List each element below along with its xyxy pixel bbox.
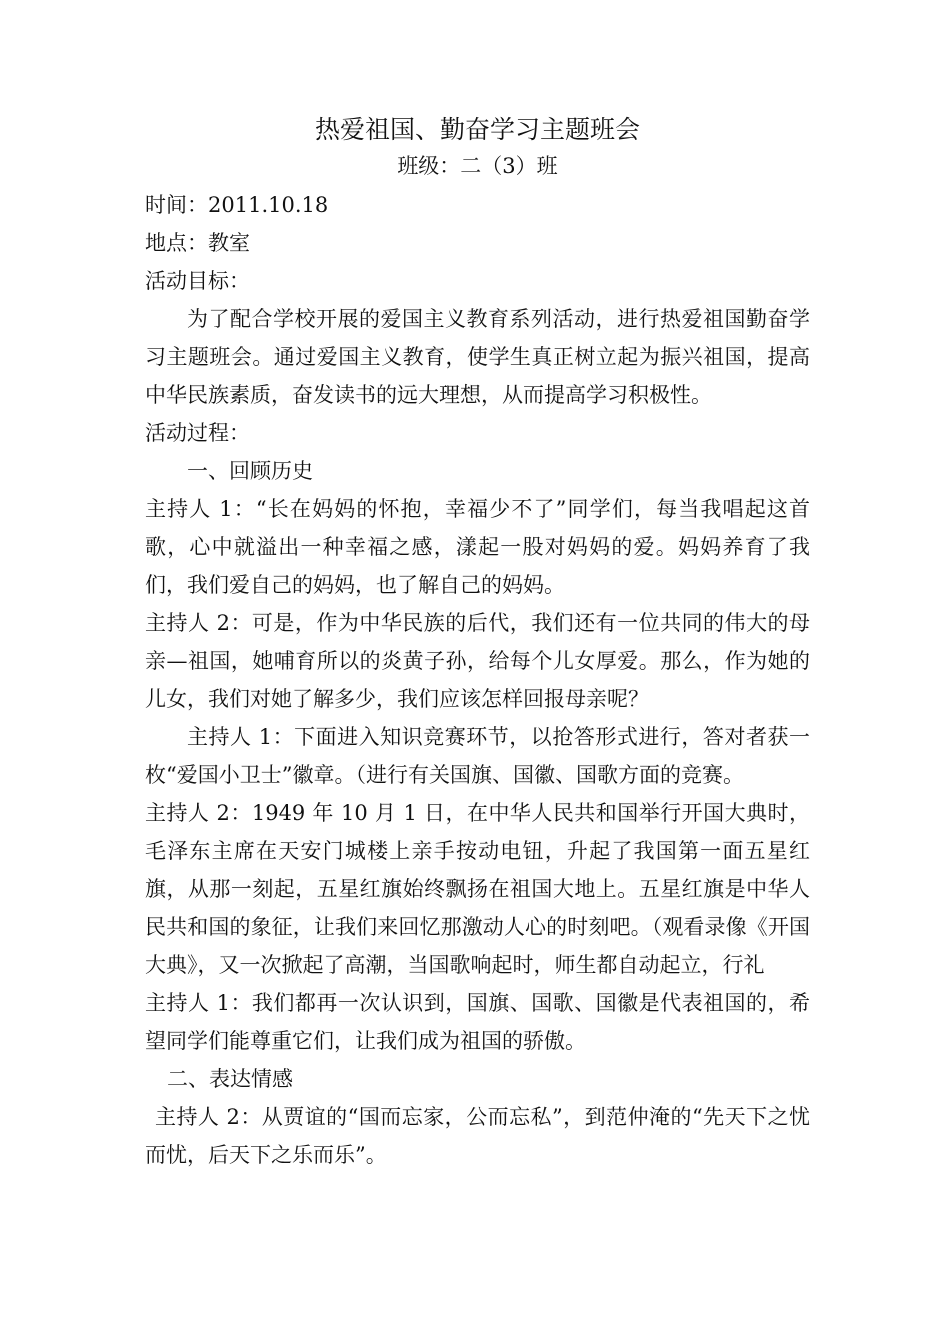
document-title: 热爱祖国、勤奋学习主题班会	[314, 115, 640, 144]
host2-paragraph-1: 主持人 2：可是，作为中华民族的后代，我们还有一位共同的伟大的母亲—祖国，她哺育所以的炎黄子孙，给每个儿女厚爱。那么，作为她的儿女，我们对她了解多少，我们应该怎样回报母亲呢？	[145, 611, 810, 711]
document-page	[145, 112, 810, 1174]
section-heading-express-feelings: 二、表达情感	[167, 1067, 293, 1091]
host1-paragraph-1: 主持人 1：“长在妈妈的怀抱，幸福少不了”同学们，每当我唱起这首歌，心中就溢出一种幸福之感，漾起一股对妈妈的爱。妈妈养育了我们，我们爱自己的妈妈，也了解自己的妈妈。	[145, 497, 810, 597]
place-line: 地点：教室	[145, 231, 250, 255]
host2-paragraph-3: 主持人 2：从贾谊的“国而忘家，公而忘私”，到范仲淹的“先天下之忧而忧，后天下之乐而乐”。	[145, 1105, 810, 1167]
host1-paragraph-2: 主持人 1：下面进入知识竞赛环节，以抢答形式进行，答对者获一枚“爱国小卫士”徽章。（进行有关国旗、国徽、国歌方面的竞赛。	[145, 725, 810, 787]
time-line: 时间：2011.10.18	[145, 193, 329, 217]
host1-paragraph-3: 主持人 1：我们都再一次认识到，国旗、国歌、国徽是代表祖国的，希望同学们能尊重它们，让我们成为祖国的骄傲。	[145, 991, 810, 1053]
host2-paragraph-2: 主持人 2：1949 年 10 月 1 日，在中华人民共和国举行开国大典时，毛泽东主席在天安门城楼上亲手按动电钮，升起了我国第一面五星红旗，从那一刻起，五星红旗始终飘扬在祖国大地上。五星红旗是中华人民共和国的象征，让我们来回忆那激动人心的时刻吧。（观看录像《开国大典》，又一次掀起了高潮，当国歌响起时，师生都自动起立，行礼	[145, 801, 810, 977]
goal-heading: 活动目标：	[145, 269, 250, 293]
process-heading: 活动过程：	[145, 421, 250, 445]
goal-paragraph: 为了配合学校开展的爱国主义教育系列活动，进行热爱祖国勤奋学习主题班会。通过爱国主义教育，使学生真正树立起为振兴祖国，提高中华民族素质，奋发读书的远大理想，从而提高学习积极性。	[145, 307, 810, 407]
section-heading-review-history: 一、回顾历史	[187, 459, 313, 483]
class-line: 班级：二（3）班	[397, 154, 558, 178]
